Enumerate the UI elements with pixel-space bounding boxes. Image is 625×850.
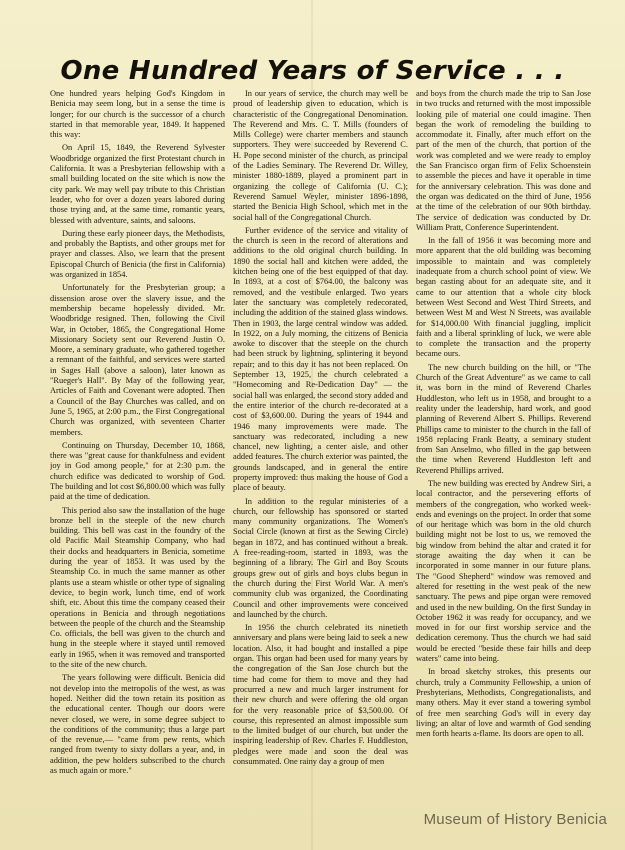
article-column-1 xyxy=(50,89,225,833)
article-paragraph: In 1956 the church celebrated its ninetieth anniversary and plans were being laid to seek a new location. Also, it had bought and installed a pipe organ. This organ had been used for many years by the congregation of the San Jose church but the time had come for them to move and they had procurred a new and much larger instrument for their new church and were offering the old organ for the very reasonable price of $3,500.00. Of course, this represented an almost impossible sum to the limited budget of our church, but under the inspiring leadership of Rev. Charles F. Huddleston, pledges were made and soon the deal was consummated. One rainy day a group of men xyxy=(233,623,408,766)
article-paragraph: In addition to the regular ministeries of a church, our fellowship has sponsored or started many community organizations. The Women's Social Circle (known at first as the Sewing Circle) began in 1872, and has continued without a break. A free-reading-room, started in 1893, was the beginning of a library. The Girl and Boy Scouts groups grew out of girls and boys clubs begun in the church during the First World War. A men's community club was organized, the Coordinating Council and other improvements were conceived and launched by the church. xyxy=(233,496,408,619)
article-paragraph: The new building was erected by Andrew Siri, a local contractor, and the persevering efforts of members of the congregation, who worked week-ends and evenings on the project. In order that some of our heritage which was born in the old church building might not be lost to us, we removed the big window from behind the altar and crated it for storage awaiting the day when it can be incorporated in some manner in our future plans. The "Good Shepherd" window was removed and altered for resetting in the west peak of the new sanctuary. The pews and pipe organ were removed and used in the new building. On the first Sunday in October 1962 it was ready for occupancy, and we moved in for our first worship service and the dedication ceremony. Thus the church we had said would be erected "beside these fair hills and deep waters" came into being. xyxy=(416,478,591,664)
article-paragraph: and boys from the church made the trip to San Jose in two trucks and returned with the most impossible looking pile of material one could imagine. Then began the work of remodeling the building to accommodate it. Finally, after much effort on the part of the men of the church, that portion of the work was completed and we were ready to employ the San Francisco organ firm of Felix Schoenstein to assemble the pieces and have it operable in time for the anniversary celebration. This was done and the organ was dedicated on the third of June, 1956 at the time of the celebration of our 90th birthday. The service of dedication was conducted by Dr. William Pratt, Conference Superintendent. xyxy=(416,89,591,232)
article-paragraph: Further evidence of the service and vitality of the church is seen in the record of alterations and additions to the old original church building. In 1890 the social hall and kitchen were added, the kitchen being one of the best equipped of that day. In 1893, at a cost of $764.00, the balcony was removed, and the vestibule enlarged. Two years later the sanctuary was completely redecorated, including the addition of the stained glass windows. Then in 1903, the large central window was added. In 1922, on a July morning, the citizens of Benicia awoke to discover that the steeple on the church had been struck by lightning, splintering it beyond repair; and to this day it has not been replaced. On September 13, 1925, the church celebrated a "Homecoming and Re-Dedication Day" — the social hall was enlarged, the second story added and the entire interior of the church re-decorated at a cost of $3,600.00. During the years of 1944 and 1946 many improvements were made. The sanctuary was redecorated, including a new chancel, new lighting, a center aisle, and other added features. The church exterior was painted, the grounds landscaped, and in general the entire property improved: thus making the house of God a place of beauty. xyxy=(233,225,408,493)
article-paragraph: One hundred years helping God's Kingdom in Benicia may seem long, but in a sense the time is longer; for our church is the successor of a church started in that memorable year, 1849. It happened this way: xyxy=(50,89,225,140)
article-paragraph: In our years of service, the church may well be proud of leadership given to education, which is characteristic of the Congregational Denomination. The Reverend and Mrs. C. T. Mills (founders of Mills College) were charter members and staunch supporters. They were succeeded by Reverend C. H. Pope second minister of the church, as principal of the Ladies Seminary. The Reverend Dr. Willey, minister 1880-1889, played a prominent part in organizing the college of California (U. C.); Reverend Samuel Weyler, minister 1896-1898, started the Benicia High School, which met in the social hall of the Congregational Church. xyxy=(233,89,408,222)
article-paragraph: On April 15, 1849, the Reverend Sylvester Woodbridge organized the first Protestant church in California. It was a Presbyterian fellowship with a small building located on the site which is now the city park. We may well pay tribute to this Christian leader, who for over a dozen years labored during those trying and, at the same time, romantic years, blessed with adventure, saints, and saloons. xyxy=(50,143,225,225)
article-column-3 xyxy=(416,89,591,833)
article-paragraph: During these early pioneer days, the Methodists, and probably the Baptists, and other groups met for prayer and classes. Also, we learn that the present Episcopal Church of Benicia (the first in California) was organized in 1854. xyxy=(50,228,225,280)
article-body xyxy=(50,89,591,833)
article-column-2 xyxy=(233,89,408,833)
article-paragraph: In broad sketchy strokes, this presents our church, truly a Community Fellowship, a union of Presbyterians, Methodists, Congregationalists, and many others. May it ever stand a towering symbol of free men searching God's will in every day living; an altar of love and warmth of God sending men forth hearts a-flame. Its doors are open to all. xyxy=(416,667,591,739)
article-paragraph: Continuing on Thursday, December 10, 1868, there was "great cause for thankfulness and evident joy in God among people," for at 2:30 p.m. the church edifice was dedicated to worship of God. The building and lot cost $6,800.00 which was fully paid at the time of dedication. xyxy=(50,440,225,502)
article-paragraph: The years following were difficult. Benicia did not develop into the metropolis of the west, as was hoped. Neither did the town retain its position as the educational center. Though our doors were never closed, we were, in some degree subject to the conditions of the community; thus a large part of the revenue,— "came from pew rents, which ranged from twenty to sixty dollars a year, and, in addition, the pew holders subscribed to the church as much again or more." xyxy=(50,673,225,775)
article-paragraph: This period also saw the installation of the huge bronze bell in the steeple of the new church building. This bell was cast in the foundry of the old Pacific Mail Steamship Company, who had their docks and headquarters in Benicia, sometime during the year of 1853. It was used by the Steamship Co. in much the same manner as other plants use a steam whistle or other type of signaling device, to begin work, lunch time, end of work shift, etc. About this time the company ceased their operations in Benicia and through negotiations between the people of the church and the Steamship Co. officials, the bell was given to the church and hung in the steeple where it stayed until removed early in 1965, when it was removed and transported to the site of the new church. xyxy=(50,505,225,670)
article-paragraph: Unfortunately for the Presbyterian group; a dissension arose over the slavery issue, and the membership became hopelessly divided. Mr. Woodbridge resigned. Then, following the Civil War, in October, 1865, the Congregational Home Missionary Society sent our Reverend Justin O. Moore, a seminary graduate, who gathered together a remnant of the faithful, and services were started in Sages Hall (above a saloon), later known as "Rueger's Hall". By May of the following year, Articles of Faith and Covenant were adopted. Then a Council of the Bay Churches was called, and on June 5, 1965, at 2:00 p.m., the First Congregational Church was organized, with seventeen Charter members. xyxy=(50,283,225,437)
article-paragraph: In the fall of 1956 it was becoming more and more apparent that the old building was becoming impossible to maintain and was completely inadequate from a church school point of view. We began casting about for an adequate site, and it came to our attention that a whole city block between West Second and West Third Streets, and between West M and West N Streets, was available for $14,000.00 With financial juggling, implicit faith and a liberal sprinkling of luck, we were able to complete the transaction and the property became ours. xyxy=(416,236,591,359)
article-paragraph: The new church building on the hill, or "The Church of the Great Adventure" as we came to call it, was born in the mind of Reverend Charles Huddleston, who left us in 1958, and brought to a reality under the leadership, hard work, and good planning of Reverend Albert S. Phillips. Reverend Phillips came to minister to the church in the fall of 1958 replacing Frank Beatty, a seminary student from San Anselmo, who filled in the gap between the time when Reverend Huddleston left and Reverend Phillips arrived. xyxy=(416,362,591,475)
museum-watermark: Museum of History Benicia xyxy=(423,811,607,828)
article-title: One Hundred Years of Service . . . xyxy=(60,56,565,86)
